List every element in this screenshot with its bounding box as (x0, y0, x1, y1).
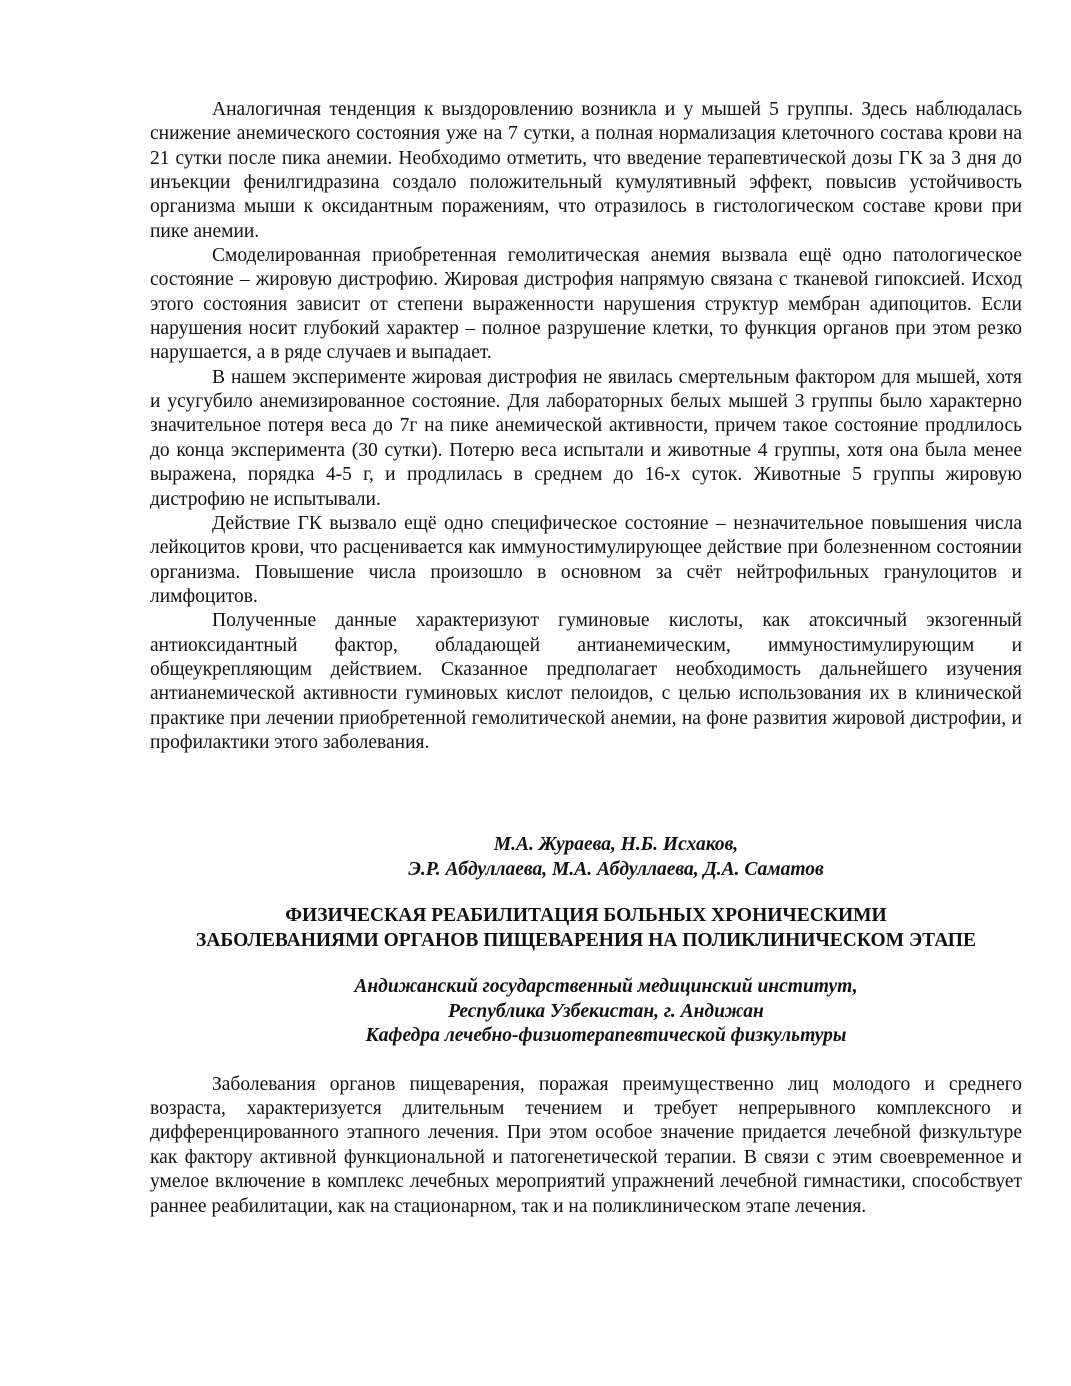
title-line-1: ФИЗИЧЕСКАЯ РЕАБИЛИТАЦИЯ БОЛЬНЫХ ХРОНИЧЕСКИМИ (285, 905, 887, 927)
title-line-2: ЗАБОЛЕВАНИЯМИ ОРГАНОВ ПИЩЕВАРЕНИЯ НА ПОЛИКЛИНИЧЕСКОМ ЭТАПЕ (196, 929, 976, 951)
article-affiliation (150, 975, 1022, 1049)
body-paragraph-1: Аналогичная тенденция к выздоровлению возникла и у мышей 5 группы. Здесь наблюдалась снижение анемического состояния уже на 7 сутки, а полная нормализация клеточного состава крови на 21 сутки после пика анемии. Необходимо отметить, что введение терапевтической дозы ГК за 3 дня до инъекции фенилгидразина создало положительный кумулятивный эффект, повысив устойчивость организма мыши к оксидантным поражениям, что отразилось в гистологическом составе крови при пике анемии. (150, 99, 1022, 242)
body-paragraph-5: Полученные данные характеризуют гуминовые кислоты, как атоксичный экзогенный антиоксидантный фактор, обладающей антианемическим, иммуностимулирующим и общеукрепляющим действием. Сказанное предполагает необходимость дальнейшего изучения антианемической активности гуминовых кислот пелоидов, с целью использования их в клинической практике при лечении приобретенной гемолитической анемии, на фоне развития жировой дистрофии, и профилактики этого заболевания. (150, 610, 1022, 753)
document-page (150, 98, 1022, 1219)
body-paragraph-3: В нашем эксперименте жировая дистрофия не явилась смертельным фактором для мышей, хотя и усугубило анемизированное состояние. Для лабораторных белых мышей 3 группы было характерно значительное потеря веса до 7г на пике анемической активности, причем такое состояние продлилось до конца эксперимента (30 сутки). Потерю веса испытали и животные 4 группы, хотя она была менее выражена, порядка 4-5 г, и продлилась в среднем до 16-х суток. Животные 5 группы жировую дистрофию не испытывали. (150, 366, 1022, 510)
body-paragraph-4: Действие ГК вызвало ещё одно специфическое состояние – незначительное повышения числа лейкоцитов крови, что расценивается как иммуностимулирующее действие при болезненном состоянии организма. Повышение числа произошло в основном за счёт нейтрофильных гранулоцитов и лимфоцитов. (150, 512, 1022, 607)
body-paragraph-2: Смоделированная приобретенная гемолитическая анемия вызвала ещё одно патологическое состояние – жировую дистрофию. Жировая дистрофия напрямую связана с тканевой гипоксией. Исход этого состояния зависит от степени выраженности нарушения структур мембран адипоцитов. Если нарушения носит глубокий характер – полное разрушение клетки, то функция органов при этом резко нарушается, а в ряде случаев и выпадает. (150, 245, 1022, 364)
article-title (150, 904, 1022, 953)
authors-line-2: Э.Р. Абдуллаева, М.А. Абдуллаева, Д.А. Саматов (408, 858, 824, 880)
affiliation-line-1: Андижанский государственный медицинский институт, (354, 976, 858, 998)
article-abstract: Заболевания органов пищеварения, поражая преимущественно лиц молодого и среднего возраста, характеризуется длительным течением и требует непрерывного комплексного и дифференцированного этапного лечения. При этом особое значение придается лечебной физкультуре как фактору активной функциональной и патогенетической терапии. В связи с этим своевременное и умелое включение в комплекс лечебных мероприятий упражнений лечебной гимнастики, способствует раннее реабилитации, как на стационарном, так и на поликлиническом этапе лечения. (150, 1073, 1022, 1217)
affiliation-line-2: Республика Узбекистан, г. Андижан (448, 1000, 764, 1022)
authors-line-1: М.А. Жураева, Н.Б. Исхаков, (493, 834, 739, 856)
article-authors (150, 833, 1022, 882)
affiliation-line-3: Кафедра лечебно-физиотерапевтической физкультуры (365, 1025, 847, 1047)
